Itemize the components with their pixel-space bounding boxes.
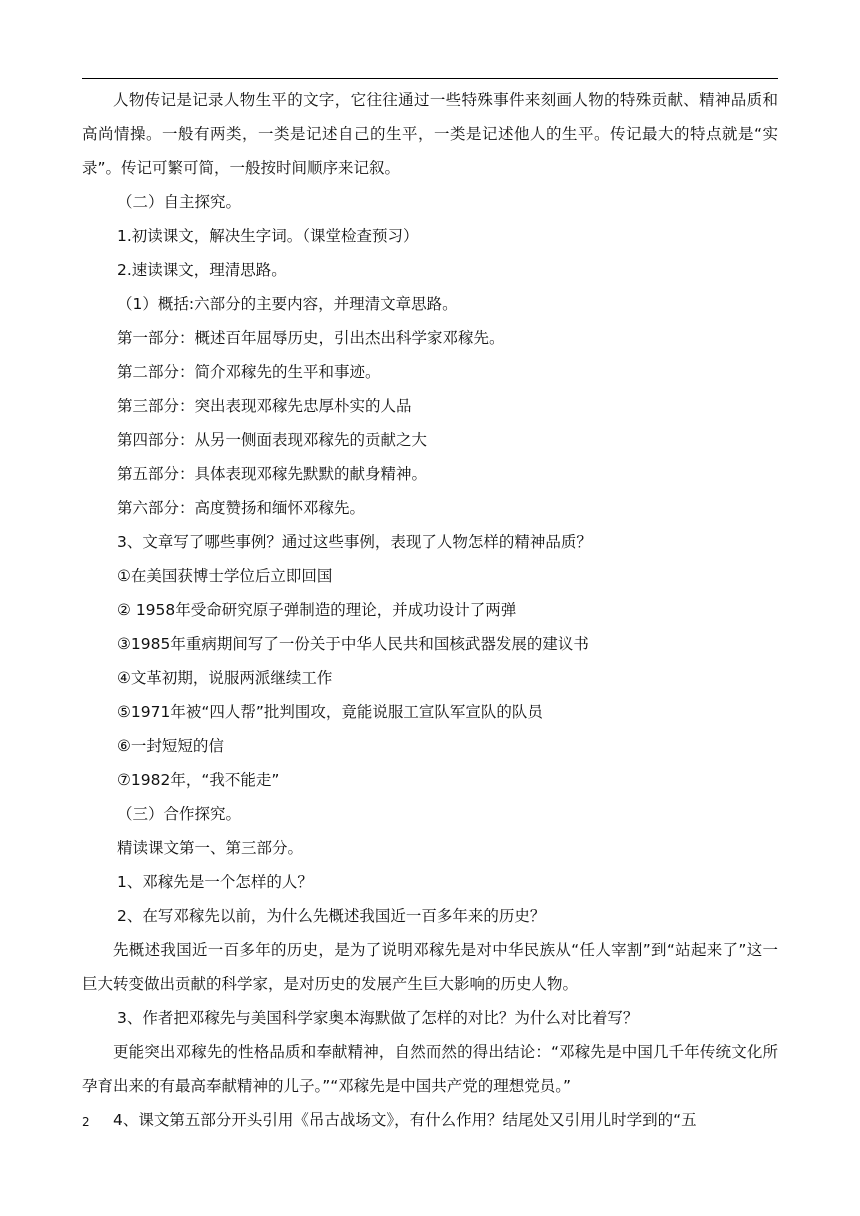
text-line: 3、文章写了哪些事例？通过这些事例，表现了人物怎样的精神品质？ — [117, 533, 592, 551]
text-line: 1、邓稼先是一个怎样的人？ — [117, 873, 313, 891]
text-line: 1.初读课文，解决生字词。（课堂检查预习） — [117, 227, 419, 245]
text-line: （二）自主探究。 — [117, 193, 242, 211]
text-line: 第一部分：概述百年屈辱历史，引出杰出科学家邓稼先。 — [117, 329, 505, 347]
body-paragraph: 先概述我国近一百多年的历史，是为了说明邓稼先是对中华民族从“任人宰割”到“站起来了”这一巨大转变做出贡献的科学家，是对历史的发展产生巨大影响的历史人物。 — [82, 941, 778, 993]
body-paragraph: 人物传记是记录人物生平的文字，它往往通过一些特殊事件来刻画人物的特殊贡献、精神品质和高尚情操。一般有两类，一类是记述自己的生平，一类是记述他人的生平。传记最大的特点就是“实录”。传记可繁可简，一般按时间顺序来记叙。 — [82, 91, 778, 177]
page-number: 2 — [82, 1115, 90, 1129]
page-body-text — [82, 83, 778, 1137]
text-line: ⑦1982年，“我不能走” — [117, 771, 280, 789]
text-line: 第四部分：从另一侧面表现邓稼先的贡献之大 — [117, 431, 428, 449]
header-rule — [82, 78, 778, 79]
text-line: （1）概括:六部分的主要内容，并理清文章思路。 — [117, 295, 458, 313]
text-line: 2、在写邓稼先以前，为什么先概述我国近一百多年来的历史？ — [117, 907, 546, 925]
text-line: ② 1958年受命研究原子弹制造的理论，并成功设计了两弹 — [117, 601, 517, 619]
text-line: 第六部分：高度赞扬和缅怀邓稼先。 — [117, 499, 366, 517]
text-line: 2.速读课文，理清思路。 — [117, 261, 287, 279]
body-paragraph: 更能突出邓稼先的性格品质和奉献精神，自然而然的得出结论：“邓稼先是中国几千年传统文化所孕育出来的有最高奉献精神的儿子。”“邓稼先是中国共产党的理想党员。” — [82, 1043, 778, 1095]
text-line: 精读课文第一、第三部分。 — [117, 839, 304, 857]
body-paragraph: 4、课文第五部分开头引用《吊古战场文》，有什么作用？结尾处又引用儿时学到的“五 — [113, 1111, 697, 1129]
text-line: 第二部分：简介邓稼先的生平和事迹。 — [117, 363, 381, 381]
text-line: ⑤1971年被“四人帮”批判围攻，竟能说服工宣队军宣队的队员 — [117, 703, 543, 721]
text-line: ③1985年重病期间写了一份关于中华人民共和国核武器发展的建议书 — [117, 635, 589, 653]
text-line: （三）合作探究。 — [117, 805, 242, 823]
text-line: ⑥一封短短的信 — [117, 737, 224, 755]
text-line: ④文革初期，说服两派继续工作 — [117, 669, 333, 687]
text-line: 第五部分：具体表现邓稼先默默的献身精神。 — [117, 465, 428, 483]
text-line: 第三部分：突出表现邓稼先忠厚朴实的人品 — [117, 397, 412, 415]
text-line: ①在美国获博士学位后立即回国 — [117, 567, 333, 585]
text-line: 3、作者把邓稼先与美国科学家奥本海默做了怎样的对比？为什么对比着写？ — [117, 1009, 639, 1027]
